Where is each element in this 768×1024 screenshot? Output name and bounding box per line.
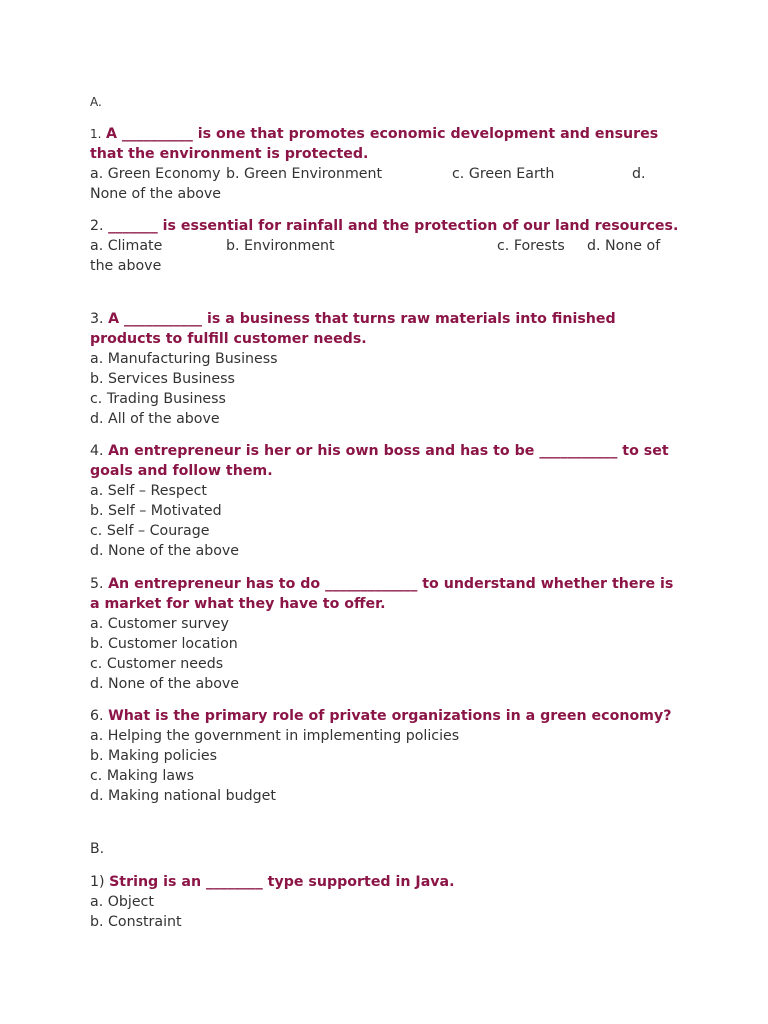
option-c: c. Customer needs — [90, 656, 224, 672]
question-text: A __________ is one that promotes economic development and ensures that the environment is protected. — [90, 126, 659, 162]
option-d-continued: None of the above — [90, 186, 222, 202]
option-a: a. Climate — [90, 238, 163, 254]
question-text: String is an ________ type supported in Java. — [109, 874, 455, 890]
option-d: d. Making national budget — [90, 788, 276, 804]
question-2 — [90, 216, 682, 276]
option-b: b. Making policies — [90, 748, 218, 764]
question-number: 3. — [90, 311, 104, 327]
option-d: d. None of the above — [90, 676, 240, 692]
option-d: d. — [632, 166, 646, 182]
option-c: c. Self – Courage — [90, 523, 210, 539]
question-number: 1) — [90, 874, 105, 890]
option-a: a. Green Economy — [90, 166, 221, 182]
option-a: a. Manufacturing Business — [90, 351, 278, 367]
option-c: c. Trading Business — [90, 391, 226, 407]
question-1 — [90, 124, 682, 204]
option-b: b. Customer location — [90, 636, 238, 652]
question-number: 5. — [90, 576, 104, 592]
question-number: 1. — [90, 127, 102, 141]
option-a: a. Customer survey — [90, 616, 229, 632]
question-number: 4. — [90, 443, 104, 459]
option-d-continued: the above — [90, 258, 162, 274]
option-a: a. Helping the government in implementing policies — [90, 728, 460, 744]
question-text: An entrepreneur has to do _____________ to understand whether there is a market for what they have to offer. — [90, 576, 674, 612]
question-5 — [90, 574, 682, 694]
option-b: b. Self – Motivated — [90, 503, 222, 519]
question-number: 2. — [90, 218, 104, 234]
options-row — [90, 164, 682, 184]
question-3 — [90, 309, 682, 429]
option-a: a. Self – Respect — [90, 483, 207, 499]
option-b: b. Environment — [226, 238, 335, 254]
option-c: c. Green Earth — [452, 166, 555, 182]
section-b-label: B. — [90, 841, 105, 857]
option-d: d. All of the above — [90, 411, 220, 427]
question-4 — [90, 441, 682, 561]
option-b: b. Green Environment — [226, 166, 383, 182]
option-c: c. Forests — [497, 238, 565, 254]
option-d: d. None of — [587, 238, 661, 254]
option-b: b. Services Business — [90, 371, 235, 387]
question-text: An entrepreneur is her or his own boss and has to be ___________ to set goals and follow them. — [90, 443, 669, 479]
question-text: _______ is essential for rainfall and the protection of our land resources. — [108, 218, 679, 234]
option-d: d. None of the above — [90, 543, 240, 559]
question-text: A ___________ is a business that turns raw materials into finished products to fulfill customer needs. — [90, 311, 616, 347]
section-a-label: A. — [90, 95, 102, 109]
option-c: c. Making laws — [90, 768, 195, 784]
question-b-1 — [90, 872, 682, 932]
question-number: 6. — [90, 708, 104, 724]
option-b: b. Constraint — [90, 914, 182, 930]
question-text: What is the primary role of private organizations in a green economy? — [108, 708, 672, 724]
options-row — [90, 236, 682, 256]
question-6 — [90, 706, 682, 806]
option-a: a. Object — [90, 894, 154, 910]
